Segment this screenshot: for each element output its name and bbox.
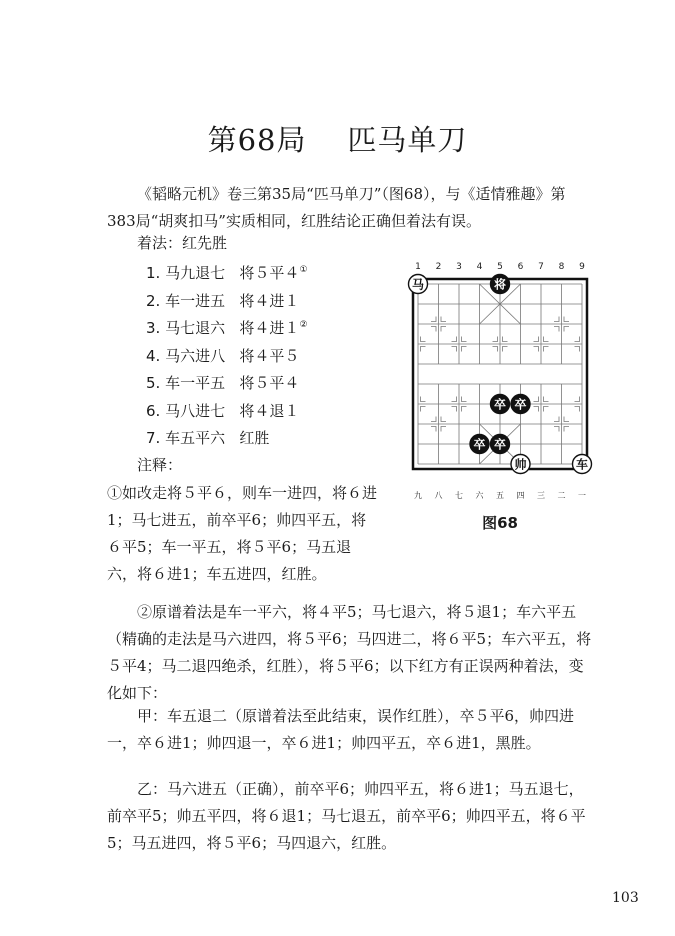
piece-label: 马: [411, 277, 425, 292]
red-move: 马七退六: [165, 319, 226, 337]
piece-label: 卒: [493, 397, 507, 412]
move-number: 3.: [146, 319, 166, 337]
position-marker: [441, 317, 446, 322]
position-marker: [441, 427, 446, 432]
position-marker: [493, 337, 498, 342]
position-marker: [575, 397, 580, 402]
bottom-file-label: 六: [475, 491, 484, 500]
position-marker: [421, 337, 426, 342]
bottom-file-label: 二: [557, 491, 566, 500]
black-move: 将５平４: [239, 264, 300, 282]
note-1: ①如改走将５平６，则车一进四，将６进1；马七进五，前卒平6；帅四平五，将６平5；车一平五，将５平6；马五退六，将６进1；车五进四，红胜。: [107, 484, 378, 583]
position-marker: [452, 337, 457, 342]
piece-label: 卒: [514, 397, 527, 412]
position-marker: [564, 417, 569, 422]
notes-label: 注释：: [137, 456, 183, 474]
red-move: 车一进五: [165, 291, 226, 310]
black-move: 红胜: [239, 429, 270, 447]
position-marker: [564, 327, 569, 332]
position-marker: [441, 417, 446, 422]
position-marker: [421, 407, 426, 412]
position-marker: [534, 407, 539, 412]
position-marker: [431, 417, 436, 422]
top-file-label: 3: [456, 262, 462, 272]
top-file-label: 2: [435, 262, 442, 272]
note-ref: ①: [299, 265, 308, 275]
bottom-file-label: 三: [537, 491, 545, 500]
position-marker: [534, 397, 539, 402]
position-marker: [431, 427, 436, 432]
move-row: [146, 290, 308, 318]
red-move: 车一平五: [165, 374, 226, 392]
move-number: 2.: [146, 291, 166, 310]
variation-jia: 甲：车五退二（原谱着法至此结束，误作红胜），卒５平6，帅四进一，卒６进1；帅四退一，卒６进1；帅四平五，卒６进1，黑胜。: [107, 707, 575, 752]
move-row: [146, 317, 308, 345]
top-file-label: 7: [538, 262, 544, 272]
move-number: 6.: [146, 401, 166, 420]
top-file-label: 8: [558, 262, 565, 272]
position-marker: [575, 337, 580, 342]
top-file-label: 4: [476, 262, 483, 272]
position-marker: [421, 397, 426, 402]
top-file-label: 9: [579, 262, 585, 272]
position-marker: [554, 417, 559, 422]
red-move: 马八进七: [165, 401, 226, 420]
piece-label: 卒: [493, 437, 507, 452]
move-number: 7.: [146, 429, 166, 447]
position-marker: [564, 427, 569, 432]
method-line: 着法：红先胜: [137, 234, 228, 252]
position-marker: [452, 347, 457, 352]
position-marker: [441, 327, 446, 332]
page-title: 第68局 匹马单刀: [207, 123, 468, 157]
position-marker: [554, 327, 559, 332]
position-marker: [452, 407, 457, 412]
position-marker: [554, 427, 559, 432]
black-move: 将４退１: [239, 401, 300, 420]
position-marker: [544, 397, 549, 402]
chess-diagram: [405, 258, 595, 508]
bottom-file-label: 八: [434, 491, 443, 500]
move-row: [146, 262, 308, 290]
move-list: [146, 262, 308, 455]
red-move: 马九退七: [165, 264, 226, 282]
move-row: [146, 372, 308, 400]
top-file-label: 6: [517, 262, 524, 272]
page-number: 103: [612, 890, 639, 906]
bottom-file-label: 九: [414, 491, 422, 500]
piece-label: 卒: [473, 437, 486, 452]
piece-label: 车: [575, 457, 589, 472]
black-move: 将４进１: [239, 319, 300, 337]
position-marker: [544, 347, 549, 352]
black-move: 将４平５: [239, 346, 300, 365]
position-marker: [575, 347, 580, 352]
position-marker: [462, 397, 467, 402]
move-number: 4.: [146, 346, 166, 365]
position-marker: [544, 407, 549, 412]
black-move: 将４进１: [239, 291, 300, 310]
position-marker: [564, 317, 569, 322]
move-number: 5.: [146, 374, 166, 392]
bottom-file-label: 五: [496, 491, 504, 500]
position-marker: [431, 327, 436, 332]
note-2: ②原谱着法是车一平六，将４平5；马七退六，将５退1；车六平五（精确的走法是马六进四，将５平6；马四进二，将６平5；车六平五，将５平4；马二退四绝杀，红胜），将５平6；以下红方有正误两种着法，变化如下：: [107, 603, 592, 702]
position-marker: [462, 347, 467, 352]
position-marker: [421, 347, 426, 352]
move-row: [146, 345, 308, 373]
position-marker: [493, 347, 498, 352]
position-marker: [462, 407, 467, 412]
piece-label: 将: [493, 277, 507, 292]
top-file-label: 1: [415, 262, 421, 272]
red-move: 车五平六: [165, 429, 226, 447]
position-marker: [431, 317, 436, 322]
move-number: 1.: [146, 264, 166, 282]
intro-paragraph: 《韬略元机》卷三第35局“匹马单刀”（图68），与《适情雅趣》第383局“胡爽扣马”实质相同，红胜结论正确但着法有误。: [107, 185, 566, 230]
position-marker: [544, 337, 549, 342]
top-file-label: 5: [497, 262, 503, 272]
position-marker: [503, 347, 508, 352]
bottom-file-label: 七: [455, 491, 463, 500]
figure-caption: 图68: [482, 514, 518, 532]
position-marker: [452, 397, 457, 402]
note-ref: ②: [299, 320, 308, 330]
xiangqi-board: [405, 258, 595, 508]
position-marker: [534, 347, 539, 352]
red-move: 马六进八: [165, 346, 226, 365]
position-marker: [534, 337, 539, 342]
position-marker: [503, 337, 508, 342]
piece-label: 帅: [514, 457, 527, 472]
move-row: [146, 427, 308, 455]
bottom-file-label: 四: [516, 491, 525, 500]
position-marker: [575, 407, 580, 412]
variation-yi: 乙：马六进五（正确），前卒平6；帅四平五，将６进1；马五退七，前卒平5；帅五平四，将６退1；马七退五，前卒平6；帅四平五，将６平5；马五进四，将５平6；马四退六，红胜。: [107, 780, 586, 852]
position-marker: [462, 337, 467, 342]
move-row: [146, 400, 308, 428]
position-marker: [554, 317, 559, 322]
bottom-file-label: 一: [578, 491, 586, 500]
black-move: 将５平４: [239, 374, 300, 392]
